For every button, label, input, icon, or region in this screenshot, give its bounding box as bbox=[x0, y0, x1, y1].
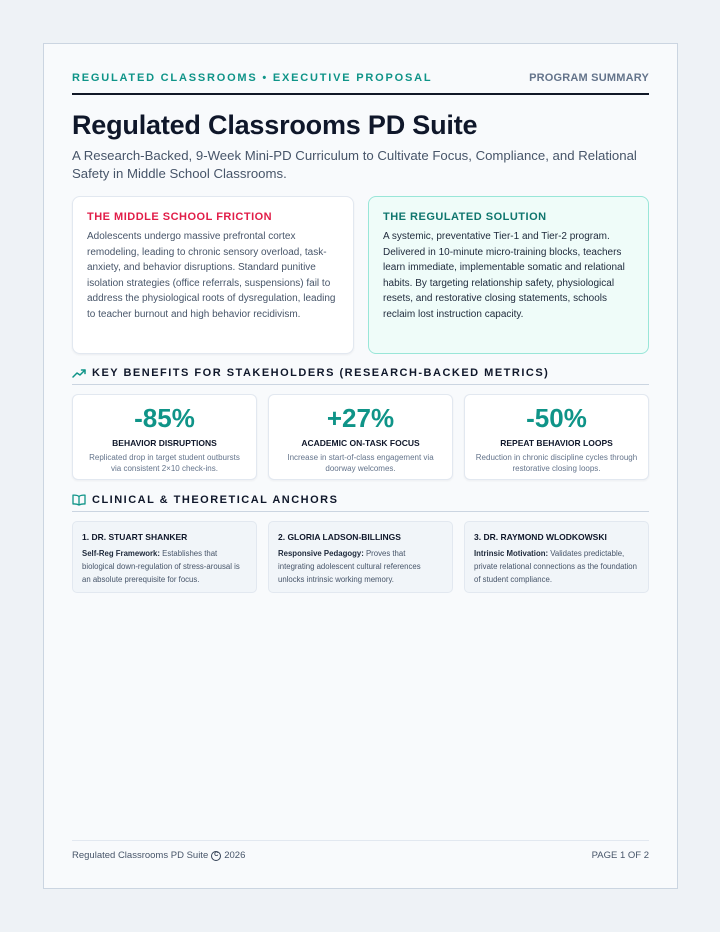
metric-description: Reduction in chronic discipline cycles through restorative closing loops. bbox=[475, 453, 638, 473]
metric-description: Replicated drop in target student outbursts via consistent 2×10 check-ins. bbox=[89, 453, 240, 473]
anchor-card bbox=[464, 521, 649, 593]
footer-page-number: PAGE 1 OF 2 bbox=[591, 850, 649, 861]
footer-product-name: Regulated Classrooms PD Suite bbox=[72, 850, 209, 861]
friction-card-title: THE MIDDLE SCHOOL FRICTION bbox=[87, 211, 273, 223]
metric-label: ACADEMIC ON-TASK FOCUS bbox=[301, 438, 420, 448]
benefits-heading-label: KEY BENEFITS FOR STAKEHOLDERS (RESEARCH-BACKED METRICS) bbox=[92, 367, 550, 379]
anchor-text: Proves that integrating adolescent cultural references unlocks intrinsic working memory. bbox=[278, 549, 421, 584]
anchors-row bbox=[72, 521, 649, 593]
friction-card bbox=[72, 196, 354, 354]
footer-left bbox=[72, 850, 245, 861]
header-kicker: REGULATED CLASSROOMS • EXECUTIVE PROPOSAL bbox=[72, 72, 433, 84]
anchors-section-heading bbox=[72, 494, 649, 512]
page-title: Regulated Classrooms PD Suite bbox=[72, 110, 478, 140]
solution-card bbox=[368, 196, 649, 354]
anchor-name: 1. DR. STUART SHANKER bbox=[82, 532, 188, 542]
metric-value: +27% bbox=[326, 403, 395, 433]
anchor-text: Establishes that biological down-regulation of stress-arousal is an absolute prerequisite for focus. bbox=[82, 549, 240, 584]
page-content bbox=[72, 44, 649, 888]
anchor-body bbox=[474, 547, 639, 586]
anchor-card bbox=[268, 521, 453, 593]
header-doc-label: PROGRAM SUMMARY bbox=[529, 72, 649, 84]
metric-value: -50% bbox=[526, 403, 587, 433]
document-page bbox=[43, 43, 678, 889]
benefits-section-heading bbox=[72, 367, 649, 385]
metrics-row bbox=[72, 394, 649, 480]
anchor-name: 3. DR. RAYMOND WLODKOWSKI bbox=[474, 532, 607, 542]
metric-label: REPEAT BEHAVIOR LOOPS bbox=[500, 438, 613, 448]
anchor-term: Intrinsic Motivation: bbox=[474, 549, 549, 558]
anchor-card bbox=[72, 521, 257, 593]
footer-year: 2026 bbox=[224, 850, 246, 861]
anchor-body bbox=[278, 547, 443, 586]
anchor-text: Validates predictable, private relational connections as the foundation of student compliance. bbox=[474, 549, 637, 584]
anchor-term: Self-Reg Framework: bbox=[82, 549, 160, 558]
anchors-heading-label: CLINICAL & THEORETICAL ANCHORS bbox=[92, 494, 339, 506]
problem-solution-cards bbox=[72, 196, 649, 354]
metric-description: Increase in start-of-class engagement via doorway welcomes. bbox=[287, 453, 434, 473]
trending-up-icon bbox=[72, 367, 86, 379]
metric-card bbox=[464, 394, 649, 480]
friction-card-body: Adolescents undergo massive prefrontal cortex remodeling, leading to chronic sensory overload, task-anxiety, and behavior disruptions. Standard punitive isolation strategies (office referrals, suspensions) fail to address the physiological roots of dysregulation, leading to teacher burnout and high behavior recidivism. bbox=[87, 231, 336, 320]
solution-card-title: THE REGULATED SOLUTION bbox=[383, 211, 547, 223]
page-footer bbox=[72, 840, 649, 861]
solution-card-body: A systemic, preventative Tier-1 and Tier-2 program. Delivered in 10-minute micro-training blocks, teachers learn immediate, implementable somatic and relational habits. By targeting relationship safety, physiological resets, and restorative closing statements, schools reclaim lost instruction capacity. bbox=[383, 231, 625, 320]
page-header bbox=[72, 72, 649, 95]
metric-label: BEHAVIOR DISRUPTIONS bbox=[112, 438, 217, 448]
metric-card bbox=[72, 394, 257, 480]
copyright-icon: C bbox=[211, 851, 221, 861]
page-subtitle: A Research-Backed, 9-Week Mini-PD Curriculum to Cultivate Focus, Compliance, and Relational Safety in Middle School Classrooms. bbox=[72, 148, 637, 181]
anchor-term: Responsive Pedagogy: bbox=[278, 549, 364, 558]
anchor-body bbox=[82, 547, 247, 586]
open-book-icon bbox=[72, 494, 86, 506]
metric-card bbox=[268, 394, 453, 480]
anchor-name: 2. GLORIA LADSON-BILLINGS bbox=[278, 532, 401, 542]
metric-value: -85% bbox=[134, 403, 195, 433]
